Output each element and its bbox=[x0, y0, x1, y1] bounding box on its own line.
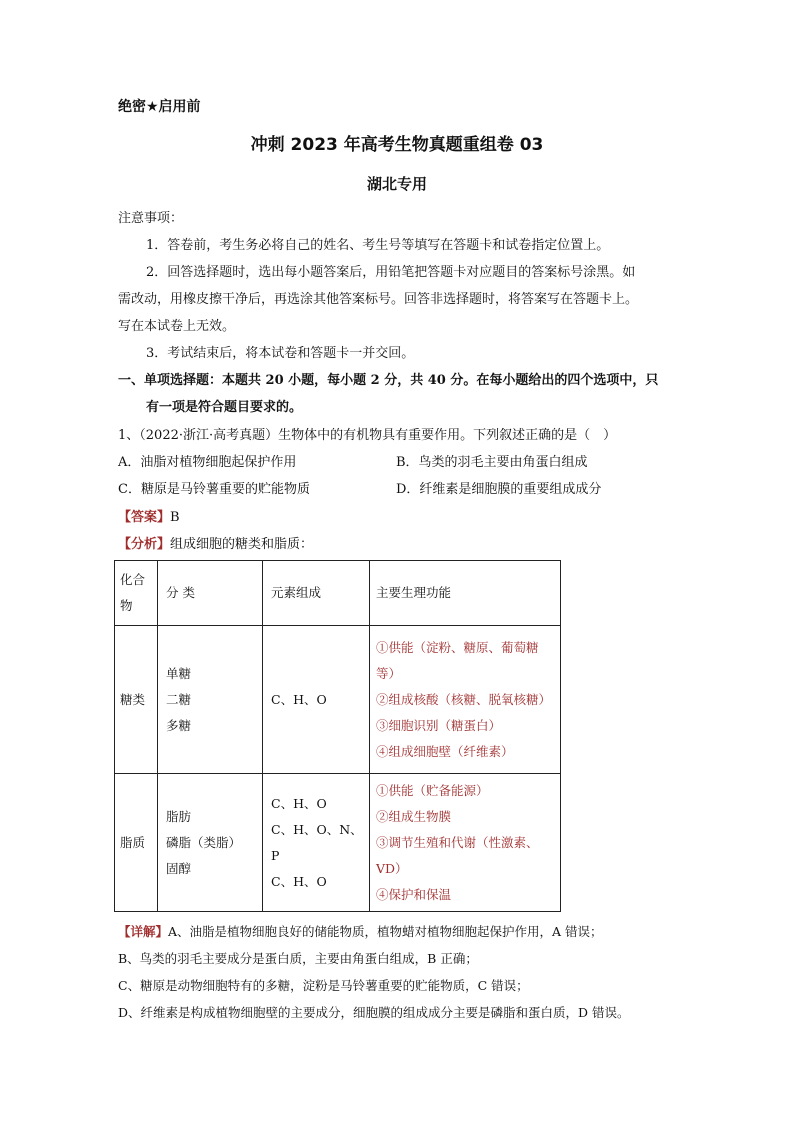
question-1-stem: 1、（2022·浙江·高考真题）生物体中的有机物具有重要作用。下列叙述正确的是（ ） bbox=[118, 428, 617, 443]
sugar-lipid-table bbox=[114, 560, 561, 912]
detail-c: C、糖原是动物细胞特有的多糖，淀粉是马铃薯重要的贮能物质，C 错误； bbox=[118, 978, 529, 993]
analysis-line bbox=[118, 533, 313, 552]
section-1-suffix: ，只 bbox=[632, 373, 659, 388]
notice-item-3: 3．考试结束后，将本试卷和答题卡一并交回。 bbox=[146, 346, 415, 361]
answer-label: 【答案】 bbox=[118, 510, 171, 525]
notice-item-1: 1．答卷前，考生务必将自己的姓名、考生号等填写在答题卡和试卷指定位置上。 bbox=[146, 238, 610, 253]
detail-a-text: A、油脂是植物细胞良好的储能物质，植物蜡对植物细胞起保护作用，A 错误； bbox=[168, 924, 603, 939]
lipid-name: 脂质 bbox=[115, 774, 158, 912]
header-category: 分 类 bbox=[158, 561, 263, 626]
lipid-element: C、H、O bbox=[271, 795, 327, 811]
lipid-kind: 固醇 bbox=[166, 860, 192, 876]
section-1-emphasis: 四个选项中 bbox=[567, 373, 633, 388]
sugar-name: 糖类 bbox=[115, 626, 158, 774]
analysis-label: 【分析】 bbox=[118, 537, 171, 552]
lipid-elements bbox=[263, 774, 370, 912]
table-row-sugar bbox=[115, 626, 561, 774]
sugar-elements: C、H、O bbox=[263, 626, 370, 774]
table-row-lipid bbox=[115, 774, 561, 912]
notice-heading: 注意事项： bbox=[118, 211, 184, 226]
detail-label: 【详解】 bbox=[118, 924, 169, 939]
lipid-element: C、H、O bbox=[271, 873, 327, 889]
header-function: 主要生理功能 bbox=[370, 561, 561, 626]
sugar-function: ④组成细胞壁（纤维素） bbox=[376, 743, 514, 759]
sugar-function: ②组成核酸（核糖、脱氧核糖） bbox=[376, 691, 552, 707]
detail-b: B、鸟类的羽毛主要成分是蛋白质，主要由角蛋白组成，B 正确； bbox=[118, 951, 478, 966]
notice-item-2-line-1: 2．回答选择题时，选出每小题答案后，用铅笔把答题卡对应题目的答案标号涂黑。如 bbox=[146, 265, 636, 280]
option-c: C．糖原是马铃薯重要的贮能物质 bbox=[118, 482, 310, 497]
sugar-kind: 多糖 bbox=[166, 717, 192, 733]
header-compound: 化合物 bbox=[115, 561, 158, 626]
option-d: D．纤维素是细胞膜的重要组成成分 bbox=[396, 482, 602, 497]
header-elements: 元素组成 bbox=[263, 561, 370, 626]
detail-a bbox=[118, 922, 603, 940]
sugar-functions bbox=[370, 626, 561, 774]
section-1-prefix: 一、单项选择题：本题共 20 小题，每小题 2 分，共 40 分。在每小题给出的 bbox=[118, 373, 568, 388]
sugar-kinds bbox=[158, 626, 263, 774]
sugar-kind: 二糖 bbox=[166, 691, 192, 707]
lipid-functions bbox=[370, 774, 561, 912]
lipid-kind: 脂肪 bbox=[166, 808, 192, 824]
section-1-line-2: 有一项是符合题目要求的。 bbox=[146, 400, 303, 415]
analysis-text: 组成细胞的糖类和脂质： bbox=[170, 537, 314, 552]
lipid-function: ③调节生殖和代谢（性激素、VD） bbox=[376, 834, 539, 876]
lipid-kind: 磷脂（类脂） bbox=[166, 834, 242, 850]
lipid-kinds bbox=[158, 774, 263, 912]
sugar-function: ③细胞识别（糖蛋白） bbox=[376, 717, 502, 733]
page-subtitle: 湖北专用 bbox=[366, 175, 427, 193]
lipid-function: ④保护和保温 bbox=[376, 886, 452, 902]
answer-line bbox=[118, 506, 180, 525]
sugar-function: ①供能（淀粉、糖原、葡萄糖等） bbox=[376, 639, 539, 681]
option-a: A．油脂对植物细胞起保护作用 bbox=[118, 455, 297, 470]
lipid-element: C、H、O、N、P bbox=[271, 821, 363, 863]
page-title: 冲刺 2023 年高考生物真题重组卷 03 bbox=[250, 135, 544, 155]
lipid-function: ②组成生物膜 bbox=[376, 808, 452, 824]
detail-d: D、纤维素是构成植物细胞壁的主要成分，细胞膜的组成成分主要是磷脂和蛋白质，D 错误。 bbox=[118, 1005, 630, 1020]
section-1-heading bbox=[118, 369, 658, 388]
table-header-row bbox=[115, 561, 561, 626]
lipid-function: ①供能（贮备能源） bbox=[376, 782, 489, 798]
answer-value: B bbox=[170, 510, 180, 525]
notice-item-2-line-2: 需改动，用橡皮擦干净后，再选涂其他答案标号。回答非选择题时，将答案写在答题卡上。 bbox=[118, 292, 639, 307]
option-b: B．鸟类的羽毛主要由角蛋白组成 bbox=[396, 455, 588, 470]
notice-item-2-line-3: 写在本试卷上无效。 bbox=[118, 319, 236, 334]
secret-level-label: 绝密★启用前 bbox=[118, 99, 201, 115]
sugar-kind: 单糖 bbox=[166, 665, 192, 681]
